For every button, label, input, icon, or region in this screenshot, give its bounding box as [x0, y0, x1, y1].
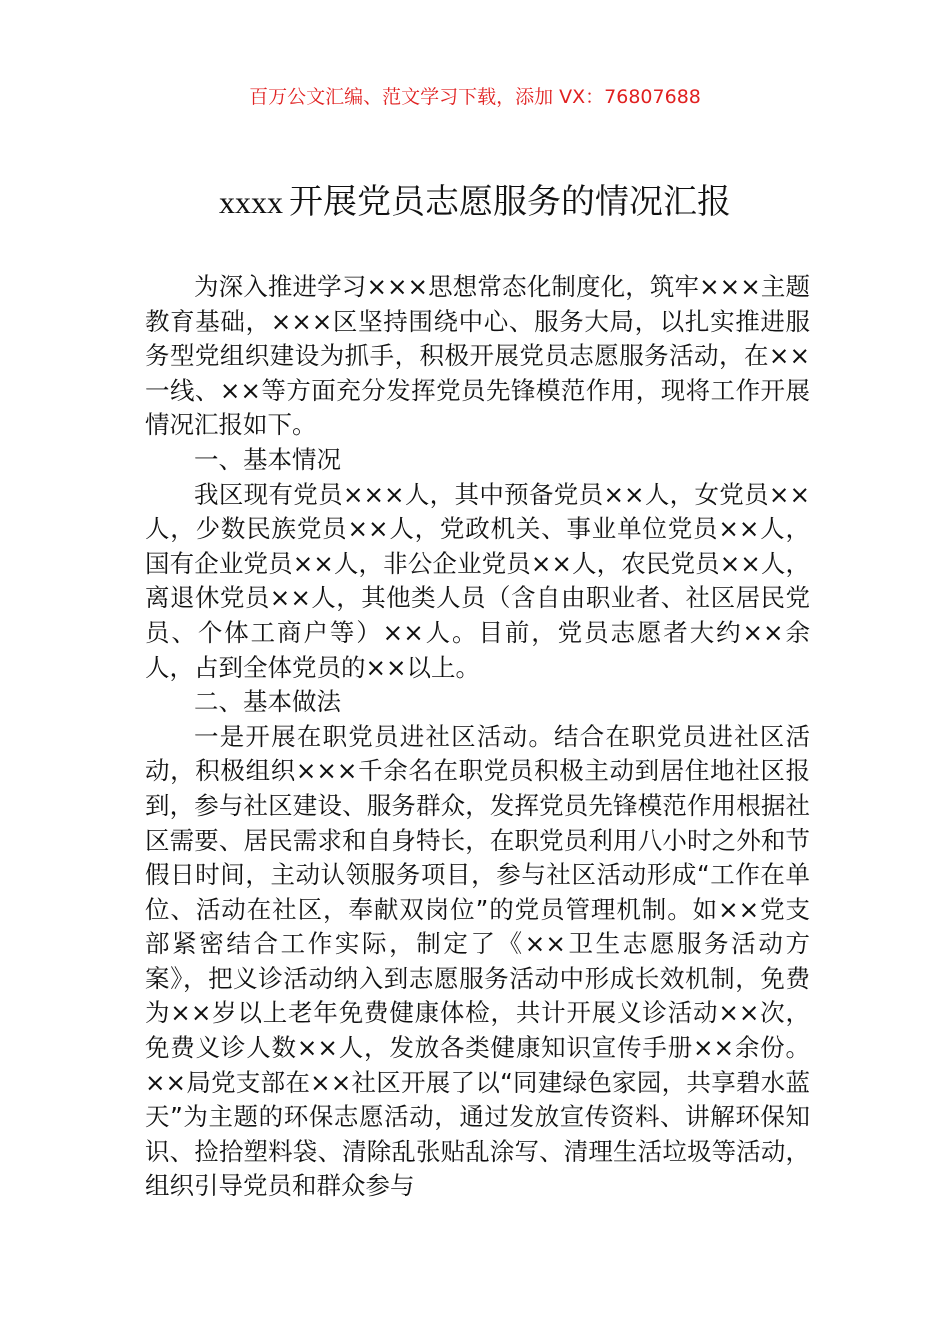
document-title [0, 178, 950, 226]
section-heading-basic-situation: 一、基本情况 [194, 444, 341, 474]
document-body [145, 270, 810, 1204]
title-prefix: xxxx [219, 184, 283, 220]
title-text: 开展党员志愿服务的情况汇报 [289, 182, 731, 222]
basic-situation-paragraph: 我区现有党员×××人，其中预备党员××人，女党员××人，少数民族党员××人，党政机关、事业单位党员××人，国有企业党员××人，非公企业党员××人，农民党员××人，离退休党员××人，其他类人员（含自由职业者、社区居民党员、个体工商户等）××人。目前，党员志愿者大约××余人，占到全体党员的××以上。 [145, 479, 810, 682]
practices-paragraph: 一是开展在职党员进社区活动。结合在职党员进社区活动，积极组织×××千余名在职党员积极主动到居住地社区报到，参与社区建设、服务群众，发挥党员先锋模范作用根据社区需要、居民需求和自身特长，在职党员利用八小时之外和节假日时间，主动认领服务项目，参与社区活动形成“工作在单位、活动在社区，奉献双岗位”的党员管理机制。如××党支部紧密结合工作实际，制定了《××卫生志愿服务活动方案》，把义诊活动纳入到志愿服务活动中形成长效机制，免费为××岁以上老年免费健康体检，共计开展义诊活动××次，免费义诊人数××人，发放各类健康知识宣传手册××余份。××局党支部在××社区开展了以“同建绿色家园，共享碧水蓝天”为主题的环保志愿活动，通过发放宣传资料、讲解环保知识、捡拾塑料袋、清除乱张贴乱涂写、清理生活垃圾等活动，组织引导党员和群众参与 [145, 721, 810, 1201]
intro-paragraph: 为深入推进学习×××思想常态化制度化，筑牢×××主题教育基础，×××区坚持围绕中心、服务大局，以扎实推进服务型党组织建设为抓手，积极开展党员志愿服务活动，在××一线、××等方面充分发挥党员先锋模范作用，现将工作开展情况汇报如下。 [145, 272, 810, 440]
section-heading-basic-practices: 二、基本做法 [194, 687, 341, 717]
watermark-banner: 百万公文汇编、范文学习下载，添加 VX：76807688 [249, 86, 701, 108]
